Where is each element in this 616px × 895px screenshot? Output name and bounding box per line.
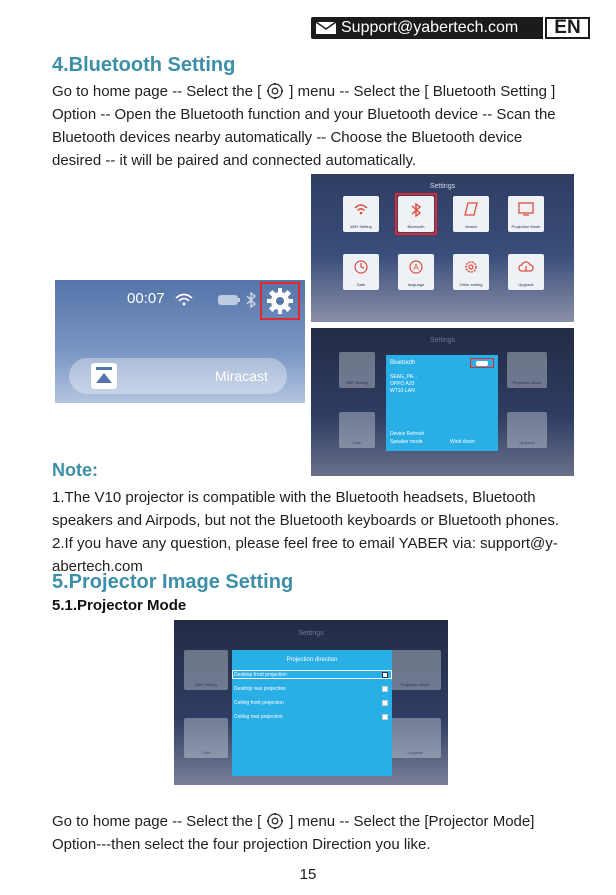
- checkbox-desktop-front[interactable]: [382, 672, 388, 678]
- tile-label: WiFi Setting: [346, 380, 368, 385]
- language-badge: EN: [545, 17, 590, 39]
- option-ceiling-front[interactable]: Ceiling front projection: [234, 700, 284, 706]
- instruction-line-1: [52, 80, 582, 103]
- bg-tile-date: [184, 718, 228, 758]
- tile-label: Date: [356, 282, 366, 287]
- battery-icon: [217, 294, 241, 306]
- bg-tile-projection: [507, 352, 547, 388]
- tile-label: Projection Mode: [400, 682, 430, 687]
- bg-settings-title: Settings: [429, 337, 456, 344]
- tile-date: [343, 254, 379, 290]
- bg-settings-title: Settings: [298, 630, 324, 637]
- tile-other-setting: [453, 254, 489, 290]
- instruction-line-4: desired -- it will be paired and connected automatically.: [52, 152, 417, 169]
- tile-label: Upgrade: [407, 750, 423, 755]
- option-ceiling-rear[interactable]: Ceiling rear projection: [234, 714, 283, 720]
- trapezoid-icon: [464, 202, 478, 216]
- settings-screen-title: Settings: [429, 183, 456, 190]
- page-number: 15: [299, 866, 317, 883]
- projector-mode-instructions: [52, 810, 582, 856]
- projection-direction-screenshot: [174, 620, 448, 785]
- bluetooth-list-screenshot: [311, 328, 574, 476]
- note-body: [52, 486, 582, 578]
- tile-label: WiFi Setting: [195, 682, 217, 687]
- bg-tile-upgrade: [389, 718, 441, 758]
- miracast-label: Miracast: [215, 368, 268, 384]
- tile-label: Upgrade: [519, 440, 535, 445]
- cloud-upload-icon: [518, 260, 534, 274]
- tile-label: WiFi Setting: [350, 224, 372, 229]
- settings-gear-button-icon[interactable]: [266, 287, 294, 315]
- screen-icon: [518, 202, 534, 216]
- option-desktop-rear[interactable]: Desktop rear projection: [234, 686, 286, 692]
- settings-screenshot: [311, 174, 574, 322]
- wifi-icon: [353, 202, 369, 216]
- section-title-projector-image: 5.Projector Image Setting: [52, 571, 294, 593]
- tile-label: Bluetooth: [407, 224, 425, 229]
- checkbox-desktop-rear[interactable]: [382, 686, 388, 692]
- bluetooth-toggle[interactable]: [476, 361, 488, 366]
- tile-label: Other setting: [459, 282, 483, 287]
- tile-label: language: [407, 282, 425, 287]
- tile-label: Upgrade: [518, 282, 534, 287]
- projection-popup-title: Projection direction: [286, 657, 338, 663]
- bg-tile-wifi: [184, 650, 228, 690]
- tile-projection: [453, 196, 489, 232]
- tile-label: Date: [352, 440, 362, 445]
- tile-label: Projection Mode: [512, 380, 542, 385]
- gear-icon: [464, 260, 478, 274]
- note-line-1: 1.The V10 projector is compatible with the Bluetooth headsets, Bluetooth: [52, 489, 536, 506]
- mail-icon: [315, 21, 337, 35]
- instruction-line-2: Option -- Open the Bluetooth function and your Bluetooth device -- Scan the: [52, 106, 556, 123]
- clock-time: 00:07: [127, 290, 165, 307]
- bt-device-1[interactable]: SEAG_PA...: [390, 374, 418, 380]
- bg-tile-wifi: [339, 352, 375, 388]
- bluetooth-instructions: [52, 80, 582, 172]
- tile-label: Projection Mode: [511, 224, 541, 229]
- tile-label: Date: [201, 750, 211, 755]
- bluetooth-popup: [386, 355, 498, 451]
- note-line-2: speakers and Airpods, but not the Bluetooth keyboards or Bluetooth phones.: [52, 512, 560, 529]
- instruction-line-3: Bluetooth devices nearby automatically -- Choose the Bluetooth device: [52, 129, 523, 146]
- note-line-4: abertech.com: [52, 558, 143, 575]
- tile-label: Jection: [464, 224, 478, 229]
- note-title: Note:: [52, 460, 98, 480]
- clock-icon: [354, 260, 368, 274]
- instruction-line-2: Option---then select the four projection Direction you like.: [52, 836, 431, 853]
- wifi-status-icon: [175, 293, 193, 307]
- checkbox-ceiling-rear[interactable]: [382, 714, 388, 720]
- bt-device-3[interactable]: WT10-LAN: [390, 388, 415, 394]
- line1-part-a: Go to home page -- Select the [: [52, 83, 262, 100]
- line1-part-a: Go to home page -- Select the [: [52, 813, 262, 830]
- support-header: [311, 17, 596, 39]
- home-screen-screenshot: [55, 280, 305, 403]
- miracast-icon: [91, 363, 117, 389]
- note-line-3: 2.If you have any question, please feel free to email YABER via: support@y-: [52, 535, 558, 552]
- bt-device-2[interactable]: OPPO A33: [390, 381, 415, 387]
- settings-gear-icon: [264, 82, 286, 100]
- bt-speaker-row[interactable]: Speaker mode: [390, 439, 423, 445]
- line1-part-b: ] menu -- Select the [Projector Mode]: [289, 813, 535, 830]
- language-icon: [409, 260, 423, 274]
- bg-tile-projection: [389, 650, 441, 690]
- bluetooth-status-icon: [245, 291, 257, 309]
- bg-tile-date: [339, 412, 375, 448]
- tile-wifi: [343, 196, 379, 232]
- bluetooth-popup-title: Bluetooth: [390, 360, 416, 366]
- bluetooth-highlight: [395, 193, 437, 235]
- svg-text:A: A: [413, 263, 419, 272]
- support-email-badge: [311, 17, 543, 39]
- instruction-line-1: [52, 810, 582, 833]
- settings-gear-icon: [264, 812, 286, 830]
- bg-tile-upgrade: [507, 412, 547, 448]
- projection-direction-popup: [232, 650, 392, 776]
- tile-projection-mode: [508, 196, 544, 232]
- section-title-bluetooth: 4.Bluetooth Setting: [52, 54, 236, 76]
- tile-upgrade: [508, 254, 544, 290]
- tile-language: [398, 254, 434, 290]
- bt-speaker-value: Wind down: [450, 439, 475, 445]
- checkbox-ceiling-front[interactable]: [382, 700, 388, 706]
- subsection-title-projector-mode: 5.1.Projector Mode: [52, 597, 187, 614]
- line1-part-b: ] menu -- Select the [ Bluetooth Setting ]: [289, 83, 556, 100]
- option-desktop-front[interactable]: Desktop front projection: [234, 672, 287, 678]
- bt-refresh-row[interactable]: Device Refresh: [390, 431, 425, 437]
- support-email: Support@yabertech.com: [341, 19, 519, 36]
